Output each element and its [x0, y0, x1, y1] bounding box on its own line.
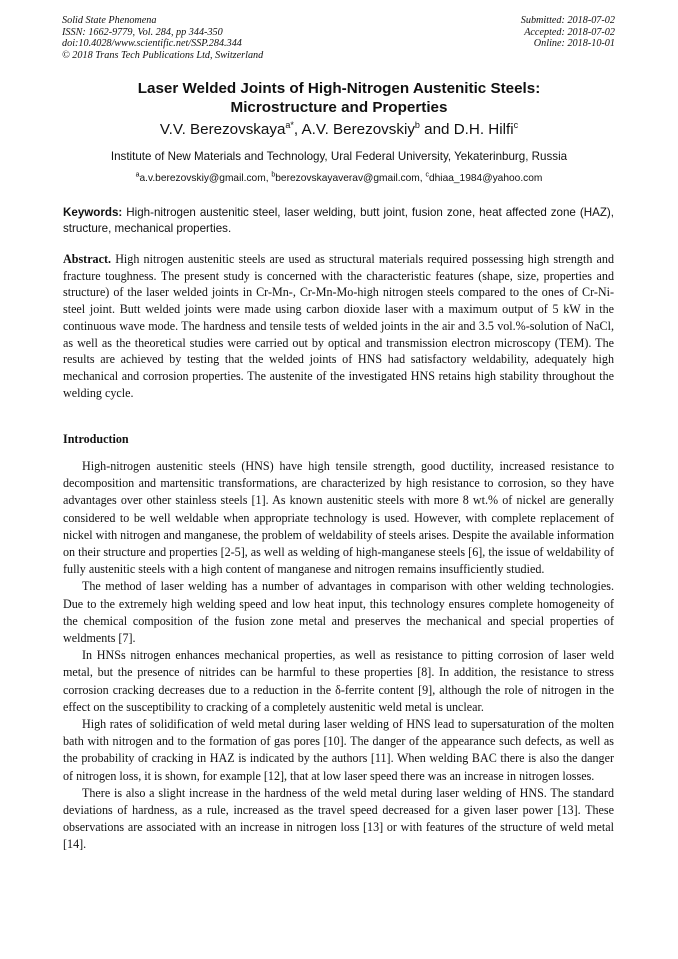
- intro-paragraph: High-nitrogen austenitic steels (HNS) have high tensile strength, good ductility, increased resistance to decomposition and martensitic transformations, are characterized by high resistance to corrosion, so they have advantages over other stainless steels [1]. As known austenitic steels with more 8 wt.% of nickel are generally considered to be well weldable when appropriate technology is used. However, with complete replacement of nickel with nitrogen and manganese, the problem of weldability of steels arises. Despite the available information on their structure and properties [2-5], as well as welding of high-manganese steels [6], the issue of weldability of fully austenitic steels with a high content of manganese and nitrogen remains insufficiently studied.: [63, 459, 614, 577]
- title-line-1: Laser Welded Joints of High-Nitrogen Austenitic Steels:: [137, 80, 541, 97]
- doi-line: doi:10.4028/www.scientific.net/SSP.284.344: [62, 38, 242, 50]
- email-a-mark: a: [135, 171, 140, 179]
- online-date: Online: 2018-10-01: [533, 38, 615, 50]
- author-list: [40, 120, 638, 140]
- title-line-2: Microstructure and Properties: [230, 98, 448, 116]
- keywords-label: Keywords:: [63, 206, 123, 219]
- intro-paragraph: In HNSs nitrogen enhances mechanical properties, as well as resistance to pitting corrosion of laser weld metal, but the presence of nitrides can be harmful to these properties [8]. In addition, the resistance to stress corrosion cracking decreases due to a reduction in the δ-ferrite content [9], although the role of nitrogen in the effect on the susceptibility to cracking of a completely austenitic weld metal is unclear.: [63, 648, 614, 714]
- publication-dates: [521, 15, 615, 50]
- intro-paragraph: High rates of solidification of weld metal during laser welding of HNS lead to supersaturation of the molten bath with nitrogen and to the formation of gas pores [10]. The danger of the appearance such defects, as well as the probability of cracking in HAZ is indicated by the authors [11]. When welding BAC there is also the danger of nitrogen loss, it is shown, for example [12], that at low laser speed there was an increase in nitrogen losses.: [63, 717, 614, 783]
- author-2-affil-mark: b: [414, 119, 420, 130]
- email-b: berezovskayaverav@gmail.com,: [275, 173, 426, 184]
- affiliation: Institute of New Materials and Technology, Ural Federal University, Yekaterinburg, Russia: [110, 150, 568, 163]
- introduction-body: [63, 458, 614, 854]
- intro-paragraph: The method of laser welding has a number of advantages in comparison with other welding technologies. Due to the extremely high welding speed and low heat input, this technology ensures complete homogeneity of the chemical composition of the fusion zone metal and preserves the mechanical and special properties of weldments [7].: [63, 579, 614, 646]
- issn-line: ISSN: 1662-9779, Vol. 284, pp 344-350: [62, 26, 223, 38]
- submitted-date: Submitted: 2018-07-02: [520, 15, 615, 26]
- email-a: a.v.berezovskiy@gmail.com,: [139, 173, 272, 184]
- accepted-date: Accepted: 2018-07-02: [524, 26, 615, 38]
- journal-name: Solid State Phenomena: [62, 15, 157, 26]
- keywords-text: High-nitrogen austenitic steel, laser welding, butt joint, fusion zone, heat affected zone (HAZ), structure, mechanical properties.: [63, 206, 614, 235]
- intro-paragraph: There is also a slight increase in the hardness of the weld metal during laser welding of HNS. The standard deviations of hardness, as a rule, increased as the travel speed decreased for a given laser power [13]. These observations are associated with an increase in nitrogen loss [13] or with features of the structure of weld metal [14].: [63, 785, 614, 852]
- abstract-section: [63, 251, 614, 401]
- email-c-mark: c: [425, 171, 429, 179]
- introduction-heading: Introduction: [63, 432, 129, 446]
- author-1: V.V. Berezovskaya: [159, 121, 286, 138]
- email-b-mark: b: [271, 171, 276, 179]
- copyright-line: © 2018 Trans Tech Publications Ltd, Switzerland: [62, 49, 264, 61]
- abstract-text: High nitrogen austenitic steels are used as structural materials required possessing high strength and fracture toughness. The present study is concerned with the characteristic features (shape, size, properties and structure) of the laser welded joints in Cr-Mn-, Cr-Mn-Mo-high nitrogen steels compared to the ones of Cr-Ni-steel joint. Butt welded joints were made using carbon dioxide laser with a maximum output of 5 kW in the continuous wave mode. The hardness and tensile tests of welded joints in the air and 3.5 vol.%-solution of NaCl, as well as the theoretical studies were carried out by optical and transmission electron microscopy (TEM). The results are achieved by testing that the welded joints of HNS had satisfactory weldability, adequately high mechanical and corrosion properties. The austenite of the investigated HNS retains high stability throughout the welding cycle.: [63, 252, 614, 400]
- journal-info: [62, 15, 263, 61]
- abstract-label: Abstract.: [63, 252, 112, 266]
- author-emails: [40, 172, 638, 185]
- author-2: , A.V. Berezovskiy: [293, 121, 415, 138]
- author-3-affil-mark: c: [513, 119, 519, 130]
- keywords-section: [63, 205, 614, 237]
- author-1-affil-mark: a*: [285, 119, 294, 130]
- author-3: and D.H. Hilfi: [419, 121, 514, 138]
- email-c: dhiaa_1984@yahoo.com: [428, 173, 543, 184]
- paper-title: [40, 80, 638, 117]
